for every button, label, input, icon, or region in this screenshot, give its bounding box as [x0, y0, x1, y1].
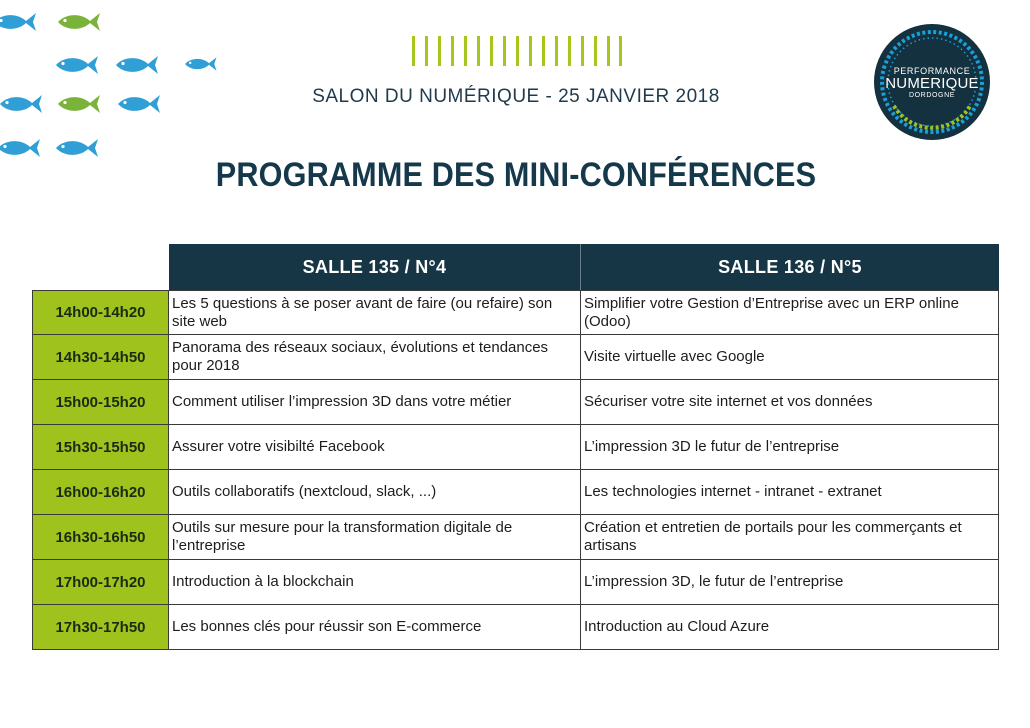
talk-salle-136: Les technologies internet - intranet - extranet: [581, 470, 999, 514]
fish-icon: [58, 95, 100, 113]
talk-salle-135: Les 5 questions à se poser avant de faire (ou refaire) son site web: [169, 291, 581, 334]
table-header-row: [169, 244, 999, 290]
decorative-bars: [412, 36, 622, 66]
talk-salle-135: Les bonnes clés pour réussir son E-commerce: [169, 605, 581, 649]
talk-salle-136: Création et entretien de portails pour les commerçants et artisans: [581, 515, 999, 559]
fish-icon: [58, 13, 100, 31]
performance-numerique-logo: [872, 22, 992, 142]
fish-icon: [0, 95, 42, 113]
talk-salle-136: Introduction au Cloud Azure: [581, 605, 999, 649]
fish-icon: [56, 56, 98, 74]
page-title: PROGRAMME DES MINI-CONFÉRENCES: [215, 156, 817, 194]
talk-salle-135: Comment utiliser l’impression 3D dans votre métier: [169, 380, 581, 424]
table-row: [32, 515, 999, 560]
time-slot: 14h00-14h20: [32, 291, 169, 334]
logo-text-line3: DORDOGNE: [908, 92, 956, 99]
time-slot: 16h00-16h20: [32, 470, 169, 514]
talk-salle-135: Panorama des réseaux sociaux, évolutions et tendances pour 2018: [169, 335, 581, 379]
logo-text-line1: PERFORMANCE: [893, 66, 971, 76]
table-row: [32, 560, 999, 605]
table-row: [32, 605, 999, 650]
table-row: [32, 290, 999, 335]
talk-salle-136: Simplifier votre Gestion d’Entreprise avec un ERP online (Odoo): [581, 291, 999, 334]
time-slot: 17h00-17h20: [32, 560, 169, 604]
table-row: [32, 425, 999, 470]
talk-salle-135: Assurer votre visibilté Facebook: [169, 425, 581, 469]
fish-icon: [0, 13, 36, 31]
talk-salle-136: Sécuriser votre site internet et vos données: [581, 380, 999, 424]
fish-school-illustration: [0, 0, 220, 175]
fish-icon: [116, 56, 158, 74]
talk-salle-135: Outils collaboratifs (nextcloud, slack, ...): [169, 470, 581, 514]
room-header-salle-136: SALLE 136 / N°5: [718, 257, 862, 277]
table-row: [32, 470, 999, 515]
schedule-rows: [32, 290, 999, 650]
fish-icon: [118, 95, 160, 113]
talk-salle-135: Introduction à la blockchain: [169, 560, 581, 604]
logo-text-line2: NUMERIQUE: [885, 75, 979, 92]
time-slot: 14h30-14h50: [32, 335, 169, 379]
event-subtitle: SALON DU NUMÉRIQUE - 25 JANVIER 2018: [312, 86, 720, 107]
fish-icon: [185, 57, 217, 71]
time-slot: 15h00-15h20: [32, 380, 169, 424]
fish-icon: [0, 139, 40, 157]
talk-salle-136: Visite virtuelle avec Google: [581, 335, 999, 379]
talk-salle-136: L’impression 3D, le futur de l’entreprise: [581, 560, 999, 604]
time-slot: 17h30-17h50: [32, 605, 169, 649]
talk-salle-135: Outils sur mesure pour la transformation digitale de l’entreprise: [169, 515, 581, 559]
time-slot: 16h30-16h50: [32, 515, 169, 559]
room-header-salle-135: SALLE 135 / N°4: [169, 244, 581, 290]
talk-salle-136: L’impression 3D le futur de l’entreprise: [581, 425, 999, 469]
time-slot: 15h30-15h50: [32, 425, 169, 469]
table-row: [32, 335, 999, 380]
fish-icon: [56, 139, 98, 157]
table-row: [32, 380, 999, 425]
